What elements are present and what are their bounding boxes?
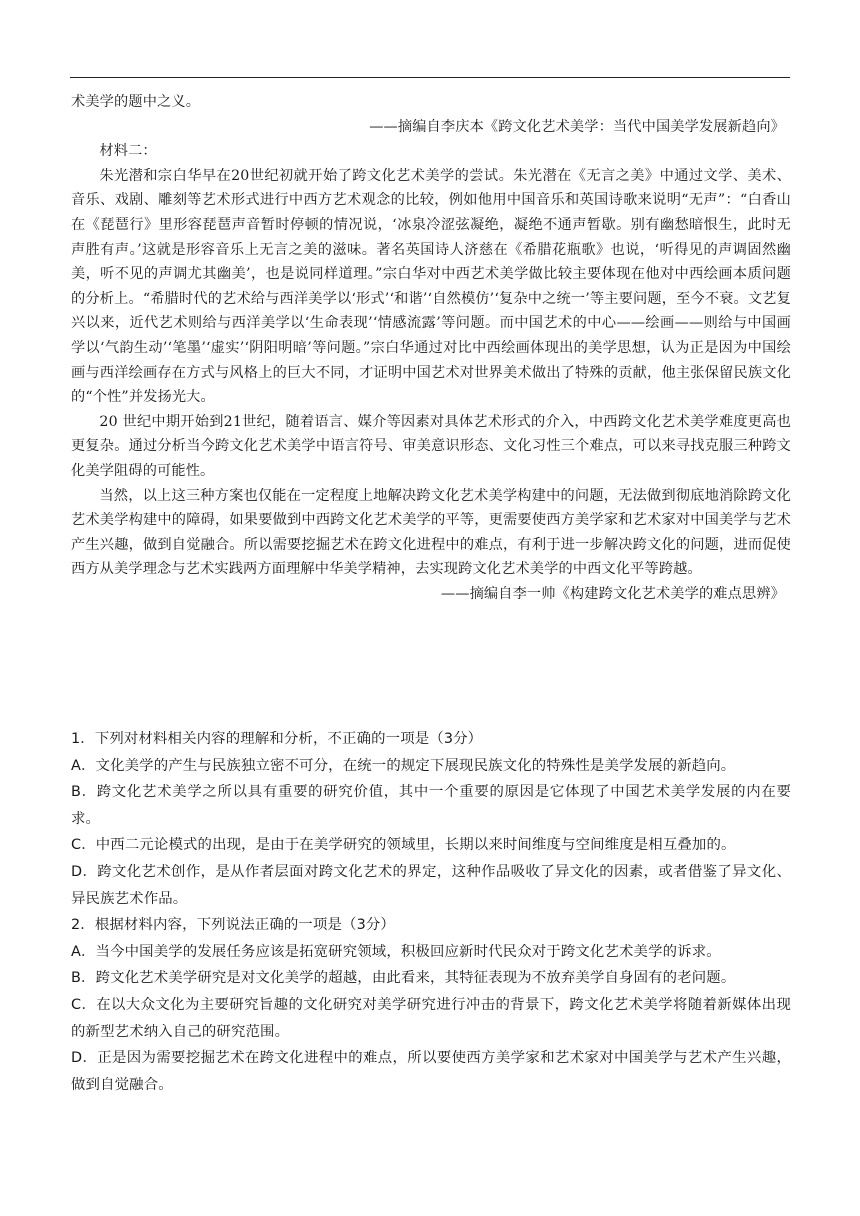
material2-paragraph-1: 朱光潜和宗白华早在20世纪初就开始了跨文化艺术美学的尝试。朱光潜在《无言之美》中通过文学、美术、音乐、戏剧、雕刻等艺术形式进行中西方艺术观念的比较，例如他用中国音乐和英国诗歌来说明“无声”：“白香山在《琵琶行》里形容琵琶声音暂时停顿的情况说，‘冰泉冷涩弦凝绝，凝绝不通声暂歇。别有幽愁暗恨生，此时无声胜有声。’这就是形容音乐上无言之美的滋味。著名英国诗人济慈在《希腊花瓶歌》也说，‘听得见的声调固然幽美，听不见的声调尤其幽美’，也是说同样道理。”宗白华对中西艺术美学做比较主要体现在他对中西绘画本质问题的分析上。“希腊时代的艺术给与西洋美学以‘形式’‘和谐’‘自然模仿’‘复杂中之统一’等主要问题，至今不衰。文艺复兴以来，近代艺术则给与西洋美学以‘生命表现’‘情感流露’等问题。而中国艺术的中心——绘画——则给与中国画学以‘气韵生动’‘笔墨’‘虚实’‘阴阳明暗’等问题。”宗白华通过对比中西绘画体现出的美学思想，认为正是因为中国绘画与西洋绘画存在方式与风格上的巨大不同，才证明中国艺术对世界美术做出了特殊的贡献，他主张保留民族文化的“个性”并发扬光大。 <box>71 167 791 406</box>
material2-paragraph-2: 20 世纪中期开始到21世纪，随着语言、媒介等因素对具体艺术形式的介入，中西跨文化艺术美学难度更高也更复杂。通过分析当今跨文化艺术美学中语言符号、审美意识形态、文化习性三个难点，可以来寻找克服三种跨文化美学阻碍的可能性。 <box>71 413 791 479</box>
header-rule <box>70 77 790 78</box>
question-2-option-a: A．当今中国美学的发展任务应该是拓宽研究领域，积极回应新时代民众对于跨文化艺术美学的诉求。 <box>71 943 721 960</box>
question-1-option-a: A．文化美学的产生与民族独立密不可分，在统一的规定下展现民族文化的特殊性是美学发展的新趋向。 <box>71 757 736 774</box>
question-1-option-b: B．跨文化艺术美学之所以具有重要的研究价值，其中一个重要的原因是它体现了中国艺术美学发展的内在要求。 <box>71 784 791 827</box>
question-2-stem: 2．根据材料内容，下列说法正确的一项是（3分） <box>71 917 395 934</box>
question-1-stem: 1．下列对材料相关内容的理解和分析，不正确的一项是（3分） <box>71 731 483 747</box>
source-citation-2: ——摘编自李一帅《构建跨文化艺术美学的难点思辨》 <box>440 585 785 602</box>
question-2-option-b: B．跨文化艺术美学研究是对文化美学的超越，由此看来，其特征表现为不放弃美学自身固有的老问题。 <box>71 970 736 987</box>
material2-label: 材料二： <box>99 143 157 160</box>
source-citation-1: ——摘编自李庆本《跨文化艺术美学：当代中国美学发展新趋向》 <box>369 118 785 135</box>
material-text <box>71 90 791 606</box>
question-1-option-c: C．中西二元论模式的出现，是由于在美学研究的领域里，长期以来时间维度与空间维度是相互叠加的。 <box>71 837 736 854</box>
material1-tail: 术美学的题中之义。 <box>71 94 201 110</box>
question-2-option-c: C．在以大众文化为主要研究旨趣的文化研究对美学研究进行冲击的背景下，跨文化艺术美学将随着新媒体出现的新型艺术纳入自己的研究范围。 <box>71 996 791 1040</box>
question-1-option-d: D．跨文化艺术创作，是从作者层面对跨文化艺术的界定，这种作品吸收了异文化的因素，或者借鉴了异文化、异民族艺术作品。 <box>71 863 791 907</box>
material2-paragraph-3: 当然，以上这三种方案也仅能在一定程度上地解决跨文化艺术美学构建中的问题，无法做到彻底地消除跨文化艺术美学构建中的障碍，如果要做到中西跨文化艺术美学的平等，更需要使西方美学家和艺术家对中国美学与艺术产生兴趣，做到自觉融合。所以需要挖掘艺术在跨文化进程中的难点，有利于进一步解决跨文化的问题，进而促使西方从美学理念与艺术实践两方面理解中华美学精神，去实现跨文化艺术美学的中西文化平等跨越。 <box>71 487 791 578</box>
question-2-option-d: D．正是因为需要挖掘艺术在跨文化进程中的难点，所以要使西方美学家和艺术家对中国美学与艺术产生兴趣，做到自觉融合。 <box>71 1050 791 1093</box>
questions-block <box>71 726 791 1098</box>
